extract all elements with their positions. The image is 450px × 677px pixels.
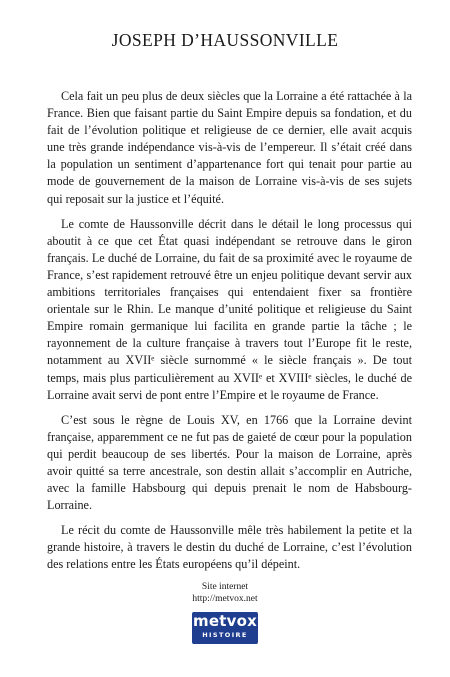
logo-brand-text: metvox xyxy=(193,612,257,630)
logo-sub-text: HISTOIRE xyxy=(202,631,248,639)
blurb-paragraph-1: Cela fait un peu plus de deux siècles que la Lorraine a été rattachée à la France. Bien que faisant partie du Saint Empire depuis sa fondation, et du fait de l’évolution politique et religieuse de ce dernier, elle avait acquis une très grande indépendance vis-à-vis de l’empereur. Il s’était créé dans la population un sentiment d’appartenance fort qui tenait pour partie au mode de gouvernement de la maison de Lorraine vis-à-vis de ses sujets qui reposait sur la justice et l’équité. xyxy=(47,89,412,206)
blurb-text xyxy=(47,88,412,582)
metvox-logo xyxy=(192,612,258,644)
website-url: http://metvox.net xyxy=(192,593,258,604)
website-label: Site internet xyxy=(201,582,249,592)
blurb-paragraph-4: Le récit du comte de Haussonville mêle très habilement la petite et la grande histoire, à travers le destin du duché de Lorraine, c’est l’évolution des relations entre les États européens qu’il dépeint. xyxy=(47,523,412,572)
publisher-footer xyxy=(0,582,450,605)
author-name: JOSEPH D’HAUSSONVILLE xyxy=(111,30,339,50)
blurb-paragraph-2: Le comte de Haussonville décrit dans le détail le long processus qui aboutit à ce que cet État quasi indépendant se retrouve dans le giron français. Le duché de Lorraine, du fait de sa proximité avec le royaume de France, s’est rapidement retrouvé être un enjeu politique devant servir aux ambitions territoriales françaises qui entendaient fixer sa frontière orientale sur le Rhin. Le manque d’unité politique et religieuse du Saint Empire romain germanique lui facilita en grande partie la tâche ; le rayonnement de la culture française à travers tout l’Europe fit le reste, notamment au XVIIᵉ siècle surnommé « le siècle français ». De tout temps, mais plus particulièrement au XVIIᵉ et XVIIIᵉ siècles, le duché de Lorraine avait servi de pont entre l’Empire et le royaume de France. xyxy=(47,216,412,402)
blurb-paragraph-3: C’est sous le règne de Louis XV, en 1766 que la Lorraine devint française, apparemment ce ne fut pas de gaieté de cœur pour la population qui perdit beaucoup de ses libertés. Pour la maison de Lorraine, après avoir quitté sa terre ancestrale, son destin allait s’accomplir en Autriche, avec la famille Habsbourg qui depuis prenait le nom de Habsbourg-Lorraine. xyxy=(47,412,412,513)
